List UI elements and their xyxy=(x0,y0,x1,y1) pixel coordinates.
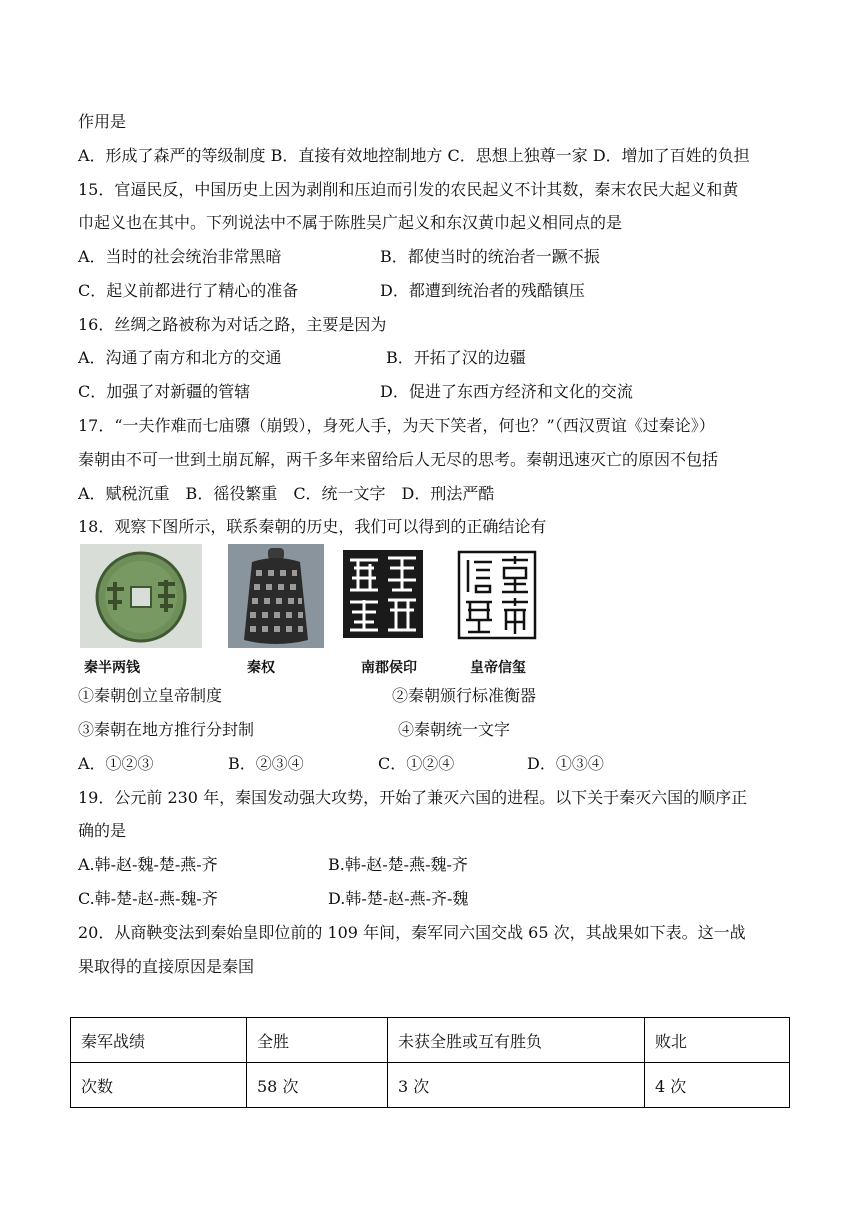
q18-statement-1: ①秦朝创立皇帝制度 xyxy=(78,686,223,705)
q17-stem-line2: 秦朝由不可一世到土崩瓦解，两千多年来留给后人无尽的思考。秦朝迅速灭亡的原因不包括 xyxy=(78,450,719,469)
qin-banliang-coin-image xyxy=(80,544,202,648)
table-cell: 58 次 xyxy=(247,1063,388,1108)
q18-option-d: D．①③④ xyxy=(527,754,604,773)
table-header-cell: 败北 xyxy=(645,1018,790,1063)
q19-option-b: B.韩-赵-楚-燕-魏-齐 xyxy=(328,855,468,874)
q18-stem: 18．观察下图所示，联系秦朝的历史，我们可以得到的正确结论有 xyxy=(78,517,547,536)
q15-option-c: C．起义前都进行了精心的准备 xyxy=(78,281,299,300)
q19-option-d: D.韩-楚-赵-燕-齐-魏 xyxy=(328,889,469,908)
table-header-cell: 全胜 xyxy=(247,1018,388,1063)
q17-stem-line1: 17．“一夫作难而七庙隳（崩毁），身死人手，为天下笑者，何也？”（西汉贾谊《过秦论》） xyxy=(78,416,715,435)
caption-emperor-seal: 皇帝信玺 xyxy=(470,660,526,676)
q18-option-b: B．②③④ xyxy=(228,754,304,773)
q19-stem-line1: 19．公元前 230 年，秦国发动强大攻势，开始了兼灭六国的进程。以下关于秦灭六国的顺序正 xyxy=(78,788,748,807)
q19-stem-line2: 确的是 xyxy=(78,821,127,840)
table-row xyxy=(71,1063,790,1108)
table-header-cell: 秦军战绩 xyxy=(71,1018,247,1063)
q18-option-c: C．①②④ xyxy=(378,754,455,773)
q14-stem-end: 作用是 xyxy=(78,112,127,131)
q16-option-b: B．开拓了汉的边疆 xyxy=(386,348,526,367)
q17-options: A．赋税沉重 B．徭役繁重 C．统一文字 D．刑法严酷 xyxy=(78,484,495,503)
table-cell: 4 次 xyxy=(645,1063,790,1108)
q14-options: A．形成了森严的等级制度 B．直接有效地控制地方 C．思想上独尊一家 D．增加了百姓的负担 xyxy=(78,146,750,165)
q15-stem-line1: 15．官逼民反，中国历史上因为剥削和压迫而引发的农民起义不计其数，秦末农民大起义和黄 xyxy=(78,180,739,199)
q18-option-a: A．①②③ xyxy=(78,754,154,773)
q16-option-a: A．沟通了南方和北方的交通 xyxy=(78,348,282,367)
table-cell: 3 次 xyxy=(388,1063,645,1108)
table-header-cell: 未获全胜或互有胜负 xyxy=(388,1018,645,1063)
emperor-seal-image xyxy=(454,544,540,648)
q20-stem-line2: 果取得的直接原因是秦国 xyxy=(78,957,255,976)
q18-statement-3: ③秦朝在地方推行分封制 xyxy=(78,720,255,739)
q19-option-a: A.韩-赵-魏-楚-燕-齐 xyxy=(78,855,218,874)
q15-stem-line2: 巾起义也在其中。下列说法中不属于陈胜吴广起义和东汉黄巾起义相同点的是 xyxy=(78,213,623,232)
q16-option-c: C．加强了对新疆的管辖 xyxy=(78,382,251,401)
caption-weight: 秦权 xyxy=(247,660,275,676)
nanjun-hou-seal-image xyxy=(340,544,426,648)
caption-coin: 秦半两钱 xyxy=(84,660,140,676)
q19-option-c: C.韩-楚-赵-燕-魏-齐 xyxy=(78,889,218,908)
q18-statement-2: ②秦朝颁行标准衡器 xyxy=(392,686,537,705)
q20-stem-line1: 20．从商鞅变法到秦始皇即位前的 109 年间，秦军同六国交战 65 次，其战果如下表。这一战 xyxy=(78,923,746,942)
q16-option-d: D．促进了东西方经济和文化的交流 xyxy=(380,382,633,401)
q15-option-b: B．都使当时的统治者一蹶不振 xyxy=(380,247,600,266)
q16-stem: 16．丝绸之路被称为对话之路，主要是因为 xyxy=(78,315,387,334)
table-cell: 次数 xyxy=(71,1063,247,1108)
q15-option-a: A．当时的社会统治非常黑暗 xyxy=(78,247,282,266)
battle-results-table xyxy=(70,1017,790,1108)
table-header-row xyxy=(71,1018,790,1063)
caption-nanjun-seal: 南郡侯印 xyxy=(361,660,417,676)
qin-weight-image xyxy=(228,544,324,648)
q15-option-d: D．都遭到统治者的残酷镇压 xyxy=(380,281,585,300)
q18-statement-4: ④秦朝统一文字 xyxy=(398,720,511,739)
